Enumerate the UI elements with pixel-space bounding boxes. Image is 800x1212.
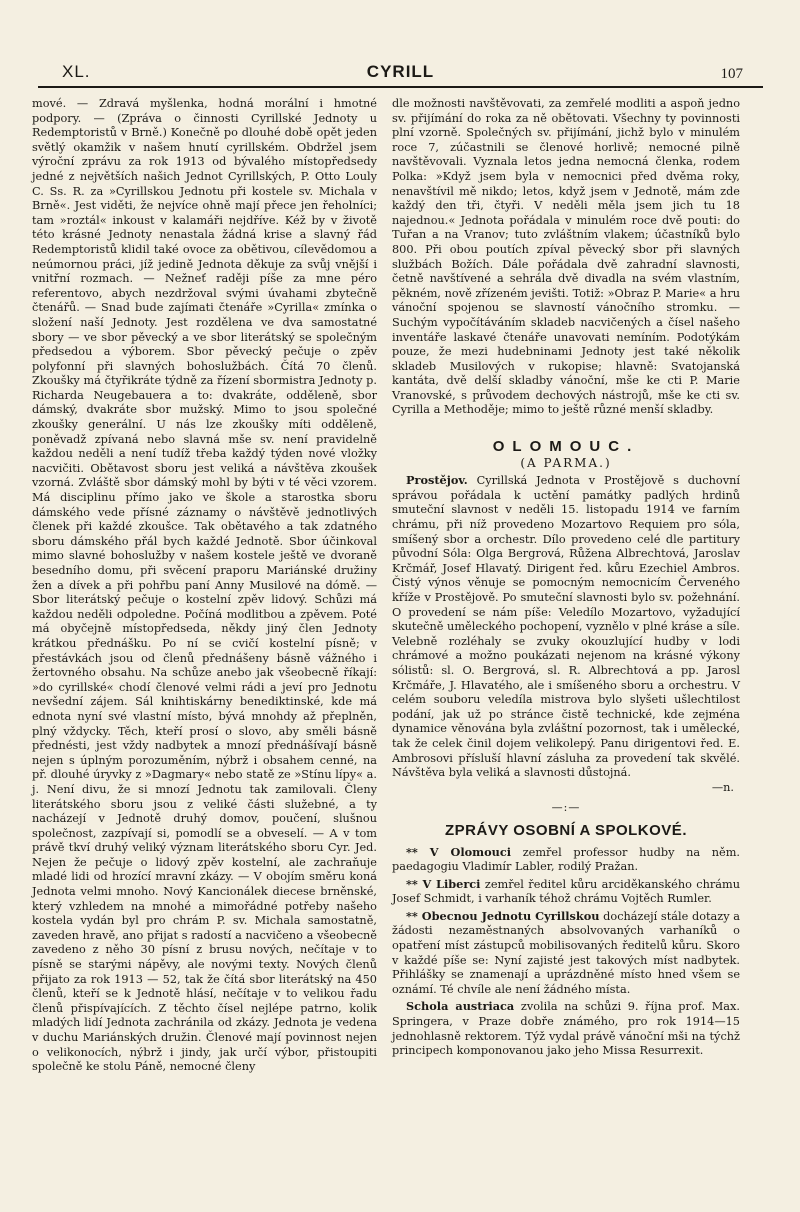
- article-signature: —n.: [711, 780, 734, 794]
- news-item: [392, 909, 740, 998]
- news-item: [392, 877, 740, 907]
- section-divider: —:—: [551, 801, 581, 815]
- news-item: [392, 845, 740, 875]
- section-heading-olomouc: OLOMOUC.: [492, 438, 640, 456]
- right-column: [392, 97, 740, 1059]
- news-item-lead: ** Obecnou Jednotu Cyrillskou: [406, 908, 600, 923]
- page-number: 107: [720, 66, 743, 82]
- left-column: [32, 97, 377, 1075]
- news-item-text: zemřel ředitel kůru arciděkanského chrámu Josef Schmidt, i varhaník téhož chrámu Vojtěch Rumler.: [392, 877, 741, 906]
- prostejov-lead: Prostějov.: [406, 473, 468, 488]
- continued-article-text: dle možnosti navštěvovati, za zemřelé modliti a aspoň jedno sv. přijímání do roka za ně obětovati. Všechny ty povinnosti plní vzorně. Společných sv. přijímání, jichž bylo v minulém roce 7, zúčastnili se členové horlivě; nemocné pilně navštěvovali. Vyznala letos jedna nemocná členka, rodem Polka: »Když jsem byla v nemocnici před dvěma roky, nenavštívil mě nikdo; letos, když jsem v Jednotě, mám zde každý den tři, čtyři. V neděli měla jsem jich tu 18 najednou.« Jednota pořádala v minulém roce dvě pouti: do Tuřan a na Vranov; tuto zvláštním vlakem; účastníků bylo 800. Při obou poutích zpíval pěvecký sbor při slavných službách Božích. Dále pořádala dvě zahradní slavnosti, četně navštívené a sehrála dvě divadla na svém vlastním, pěkném, nově zřízeném jevišti. Totiž: »Obraz P. Marie« a hru vánoční spojenou se slavností vánočního stromku. — Suchým vypočítáváním skladeb nacvičených a čísel našeho inventáře laskavé čtenáře unavovati nemíním. Podotýkám pouze, že mezi hudebninami Jednoty jest také několik skladeb Musilových v rukopise; hlavně: Svatojanská kantáta, dvě delší skladby vánoční, mše ke cti P. Marie Vranovské, s průvodem dechových nástrojů, mše ke cti sv. Cyrilla a Methoděje; mimo to ještě různé menší skladby.: [392, 97, 740, 417]
- news-item: [392, 999, 740, 1058]
- news-item-lead: ** V Liberci: [406, 876, 481, 891]
- journal-title: CYRILL: [366, 62, 435, 81]
- news-item-text: zemřel professor hudby na něm. paedagogiu Vladimír Labler, rodilý Pražan.: [392, 845, 740, 874]
- section-subheading-parma: (A PARMA.): [520, 455, 612, 470]
- section-heading-zpravy: ZPRÁVY OSOBNÍ A SPOLKOVÉ.: [445, 821, 687, 839]
- running-header: [38, 58, 763, 88]
- news-item-lead: ** V Olomouci: [406, 844, 512, 859]
- news-item-text: zvolila na schůzi 9. října prof. Max. Springera, v Praze dobře známého, pro rok 1914—15 jednohlasně rektorem. Týž vydal právě vánoční mši na týchž principech komponovanou jako jeho Missa Resurrexit.: [392, 1000, 741, 1058]
- news-item-lead: Schola austriaca: [406, 999, 515, 1014]
- news-item-text: docházejí stále dotazy a žádosti nezaměstnaných absolvovaných varhaníků o opatření míst zástupců mobilisovaných ředitelů kůru. Skoro v každé píše se: Nyní zajisté jest takových míst nadbytek. Přihlášky se znamenají a uprázdněné místo hned všem se oznámí. Té chvíle ale není žádného místa.: [392, 909, 740, 996]
- prostejov-report: [392, 473, 740, 780]
- left-column-text: mové. — Zdravá myšlenka, hodná morální i hmotné podpory. — (Zpráva o činnosti Cyrillské Jednoty u Redemptoristů v Brně.) Konečně po dlouhé době opět jeden světlý okamžik v našem hnutí cyrillském. Obdržel jsem výroční zprávu za rok 1913 od bývalého místopředsedy jedné z největších našich Jednot Cyrillských, P. Otto Louly C. Ss. R. za »Cyrillskou Jednotu při kostele sv. Michala v Brně«. Jest viděti, že nejvíce ohně mají přece jen řeholníci; tam »roztál« inkoust v kalamáři nejdříve. Kéž by v životě této krásné Jednoty nenastala žádná krise a slavný řád Redemptoristů klidil také ovoce za obětivou, cílevědomou a neúmornou práci, jíž jedině Jednota děkuje za svůj vnější i vnitřní rozmach. — Nežneť raději píše za mne péro referentovo, abych nezdržoval svými úvahami zbytečně čtenářů. — Snad bude zajímati čtenáře »Cyrilla« zmínka o složení naší Jednoty. Jest rozdělena ve dva samostatné sbory — ve sbor pěvecký a ve sbor literátský se společným předsedou a výborem. Sbor pěvecký pečuje o zpěv polyfonní při slavných bohoslužbách. Čítá 70 členů. Zkoušky má čtyřikráte týdně za řízení sbormistra Jednoty p. Richarda Neugebauera a to: dvakráte, odděleně, sbor dámský, dvakráte sbor mužský. Mimo to jsou společné zkoušky generální. U nás lze zkoušky míti odděleně, poněvadž zpívaná nebo slavná mše sv. není pravidelně každou neděli a není tudíž třeba každý týden nové vložky nacvičiti. Obětavost sboru jest veliká a návštěva zkoušek vzorná. Zvláště sbor dámský mohl by býti v té věci vzorem. Má disciplinu přímo jako ve škole a starostka sboru dámského vede přísné záznamy o návštěvě jednotlivých členek při každé zkoušce. Tak obětavého a tak zdatného sboru dámského přál bych každé Jednotě. Sbor účinkoval mimo slavné bohoslužby v našem kostele ještě ve dvoraně besedního domu, při svěcení praporu Mariánské družiny žen a dívek a při pohřbu paní Anny Musilové na dómě. — Sbor literátský pečuje o kostelní zpěv lidový. Schůzi má každou neděli odpoledne. Počíná modlitbou a zpěvem. Poté má obyčejně místopředseda, někdy jiný člen Jednoty krátkou přednášku. Po ní se cvičí kostelní písně; v přestávkách jsou od členů přednášeny básně vážného i žertovného obsahu. Na schůze anebo jak všeobecně říkají: »do cyrillské« chodí členové velmi rádi a jeví pro Jednotu nevšední zájem. Sál knihtiskárny benediktinské, kde má ednota nyní své vlastní místo, bývá mnohdy až přeplněn, plný vždycky. Těch, kteří prosí o slovo, aby směli básně přednésti, jest vždy nadbytek a mnozí přednášívají básně nejen s úplným porozuměním, nýbrž i obsahem cenné, na př. dlouhé úryvky z »Dagmary« nebo statě ze »Stínu lípy« a. j. Není divu, že si mnozí Jednotu tak zamilovali. Členy literátského sboru jsou z veliké části služebné, a ty nacházejí v Jednotě druhý domov, poučení, slušnou společnost, zazpívají si, pomodlí se a obveselí. — A v tom právě tkví druhý veliký význam literátského sboru Cyr. Jed. Nejen že pečuje o lidový zpěv kostelní, ale zachraňuje mladé lidi od hrozící mravní zkázy. — V obojím směru koná Jednota velmi mnoho. Nový Kancionálek diecese brněnské, který vzhledem na mnohé a mimořádné potřeby našeho kostela vydán byl pro chrám P. sv. Michala samostatně, zaveden hravě, ano přijat s radostí a nacvičeno a všeobecně zavedeno z něho 30 písní z brusu nových, nečítaje v to písně se starými nápěvy, ale novými texty. Nových členů přijato za rok 1913 — 52, tak že čítá sbor literátský na 450 členů, kteří se k Jednotě hlásí, nečítaje v to velikou řadu členů přispívajících. Z těchto čísel nejlépe patrno, kolik mladých lidí Jednota zachránila od zkázy. Jednota je vedena v duchu Mariánských družin. Členové mají povinnost nejen o velikonocích, nýbrž i jindy, jak určí výbor, přistoupiti společně ke stolu Páně, nemocné členy: [32, 97, 377, 1074]
- volume-number: XL.: [62, 62, 91, 81]
- prostejov-text: Cyrillská Jednota v Prostějově s duchovní správou pořádala k uctění památky padlých hrdinů smuteční slavnost v neděli 15. listopadu 1914 ve farním chrámu, při níž provedeno Mozartovo Requiem pro sóla, smíšený sbor a orchestr. Dílo provedeno celé dle partitury původní Sóla: Olga Bergrová, Růžena Albrechtová, Jaroslav Krčmář, Josef Hlavatý. Dirigent řed. kůru Ezechiel Ambros. Čistý výnos věnuje se pomocným nemocnicím Červeného kříže v Prostějově. Po smuteční slavnosti bylo sv. požehnání. O provedení se nám píše: Veledílo Mozartovo, vyžadující skutečně uměleckého pochopení, vyznělo v plné kráse a síle. Velebně rozléhaly se zvuky okouzlující hudby v lodi chrámové a možno poukázati nejenom na krásné výkony sólistů: sl. O. Bergrová, sl. R. Albrechtová a pp. Jarosl Krčmáře, J. Hlavatého, ale i smíšeného sboru a orchestru. V celém souboru veledíla mistrova bylo slyšeti ušlechtilost podání, jak už po stránce čistě technické, kde zejména dynamice věnována byla zvláštní pozornost, tak i umělecké, tak že celek činil dojem velikolepý. Panu dirigentovi řed. E. Ambrosovi přísluší hlavní zásluha za provedení tak skvělé. Návštěva byla veliká a slavnosti důstojná.: [392, 474, 740, 780]
